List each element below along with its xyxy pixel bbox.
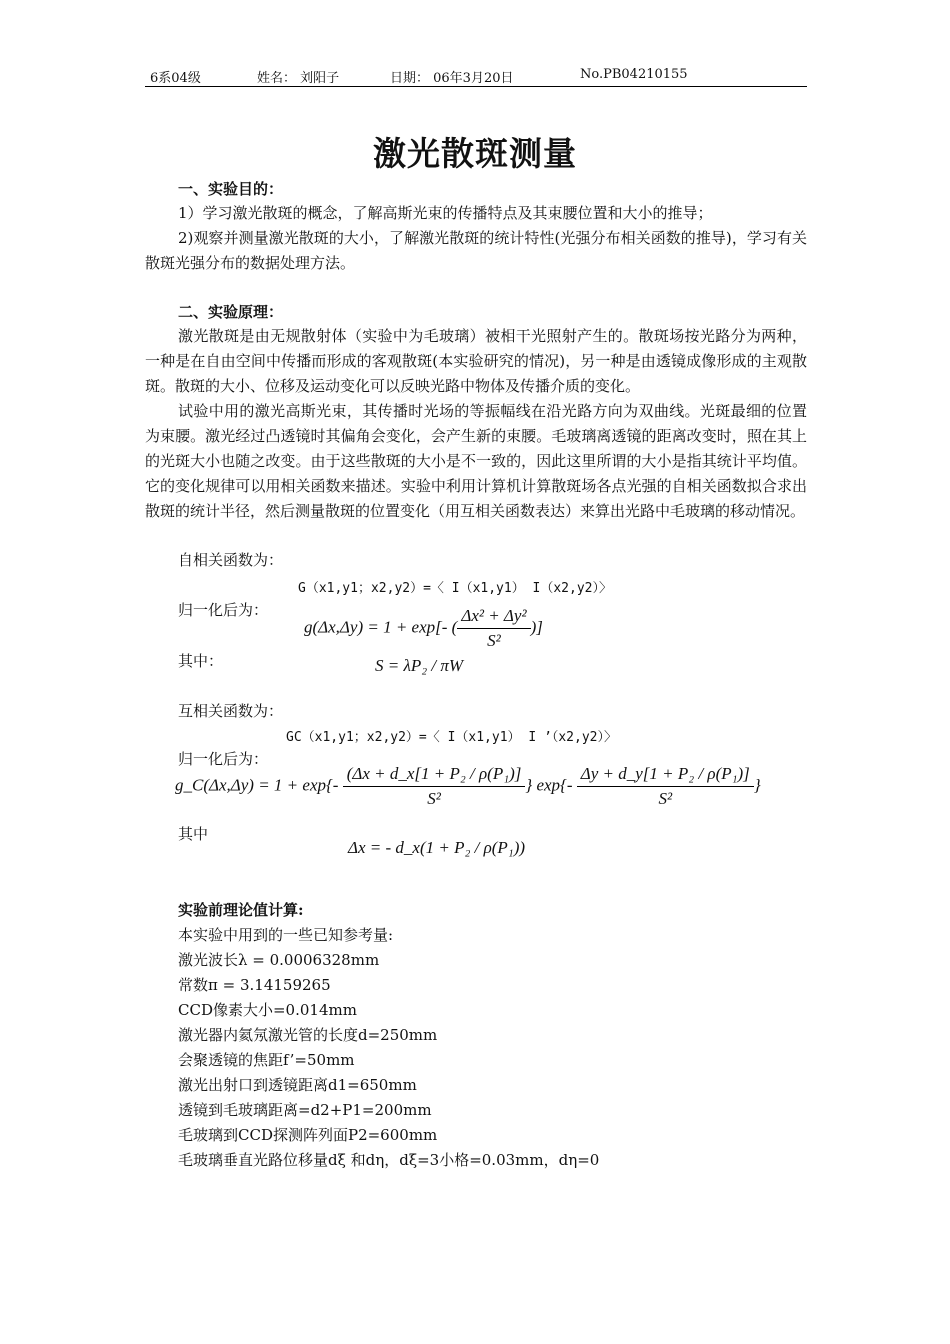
page-title: 激光散斑测量 — [373, 134, 577, 173]
param-line-8: 毛玻璃到CCD探测阵列面P2=600mm — [178, 1126, 438, 1144]
equation-displacement: Δx = - d_x(1 + P₂ / ρ(P₁)) — [348, 838, 526, 857]
param-line-9: 毛玻璃垂直光路位移量dξ 和dη，dξ=3小格=0.03mm，dη=0 — [178, 1151, 600, 1169]
param-line-1: 激光波长λ = 0.0006328mm — [178, 951, 380, 969]
param-line-3: CCD像素大小=0.014mm — [178, 1001, 357, 1019]
where-label-2: 其中 — [178, 825, 209, 843]
param-line-2: 常数π = 3.14159265 — [178, 976, 331, 994]
eq1-fraction — [457, 606, 530, 651]
eq3-denominator-2: S² — [658, 789, 673, 808]
section1-item2: 2)观察并测量激光散斑的大小，了解激光散斑的统计特性(光强分布相关函数的推导)，学习有关散斑光强分布的数据处理方法。 — [145, 229, 807, 272]
section2-heading: 二、实验原理： — [178, 303, 284, 321]
section3-heading: 实验前理论值计算: — [178, 901, 304, 919]
equation-normalized-cross-correlation — [175, 764, 761, 809]
normalized-label-2: 归一化后为： — [178, 750, 269, 768]
eq3-fraction-2 — [577, 764, 754, 809]
eq1-rhs: )] — [530, 617, 543, 637]
param-line-6: 激光出射口到透镜距离d1=650mm — [178, 1076, 417, 1094]
cross-correlation-label: 互相关函数为： — [178, 702, 284, 720]
section1-heading: 一、实验目的： — [178, 180, 284, 198]
param-line-5: 会聚透镜的焦距f’=50mm — [178, 1051, 355, 1069]
principle-paragraph-2: 试验中用的激光高斯光束，其传播时光场的等振幅线在沿光路方向为双曲线。光斑最细的位置为束腰。激光经过凸透镜时其偏角会变化，会产生新的束腰。毛玻璃离透镜的距离改变时，照在其上的光斑大小也随之改变。由于这些散斑的大小是不一致的，因此这里所谓的大小是指其统计平均值。它的变化规律可以用相关函数来描述。实验中利用计算机计算散斑场各点光强的自相关函数拟合求出散斑的统计半径，然后测量散斑的位置变化（用互相关函数表达）来算出光路中毛玻璃的移动情况。 — [145, 402, 807, 520]
eq3-numerator-2: Δy + d_y[1 + P₂ / ρ(P₁)] — [577, 764, 754, 787]
header-class: 6系04级 — [150, 71, 201, 86]
cross-correlation-formula: GC（x1,y1；x2,y2）=〈 I（x1,y1） I ’（x2,y2）〉 — [286, 730, 617, 745]
eq3-denominator-1: S² — [427, 789, 441, 808]
section1-item1: 1）学习激光散斑的概念，了解高斯光束的传播特点及其束腰位置和大小的推导； — [178, 204, 713, 222]
eq1-denominator: S² — [487, 631, 501, 650]
autocorrelation-label: 自相关函数为： — [178, 551, 284, 569]
eq1-lhs: g(Δx,Δy) = 1 + exp[- ( — [304, 617, 458, 637]
eq3-numerator-1: (Δx + d_x[1 + P₂ / ρ(P₁)] — [343, 764, 526, 787]
header-name: 姓名： 刘阳子 — [257, 71, 340, 86]
where-label-1: 其中： — [178, 652, 224, 670]
eq3-fraction-1 — [343, 764, 526, 809]
page-header — [145, 66, 807, 87]
param-line-7: 透镜到毛玻璃距离=d2+P1=200mm — [178, 1101, 432, 1119]
principle-paragraph-1: 激光散斑是由无规散射体（实验中为毛玻璃）被相干光照射产生的。散斑场按光路分为两种，一种是在自由空间中传播而形成的客观散斑(本实验研究的情况)，另一种是由透镜成像形成的主观散斑。散斑的大小、位移及运动变化可以反映光路中物体及传播介质的变化。 — [145, 327, 807, 395]
header-date: 日期： 06年3月20日 — [390, 71, 514, 86]
eq1-numerator: Δx² + Δy² — [457, 606, 530, 629]
equation-normalized-autocorrelation — [304, 606, 543, 651]
eq3-rhs: } — [753, 775, 761, 795]
param-line-4: 激光器内氦氖激光管的长度d=250mm — [178, 1026, 438, 1044]
autocorrelation-formula: G（x1,y1；x2,y2）=〈 I（x1,y1） I（x2,y2）〉 — [298, 581, 612, 596]
eq3-lhs: g_C(Δx,Δy) = 1 + exp{- — [175, 775, 339, 795]
header-number: No.PB04210155 — [580, 67, 688, 82]
normalized-label-1: 归一化后为： — [178, 601, 269, 619]
eq3-mid: } exp{- — [525, 775, 573, 795]
param-line-0: 本实验中用到的一些已知参考量: — [178, 926, 394, 944]
equation-speckle-size: S = λP₂ / πW — [375, 656, 464, 675]
